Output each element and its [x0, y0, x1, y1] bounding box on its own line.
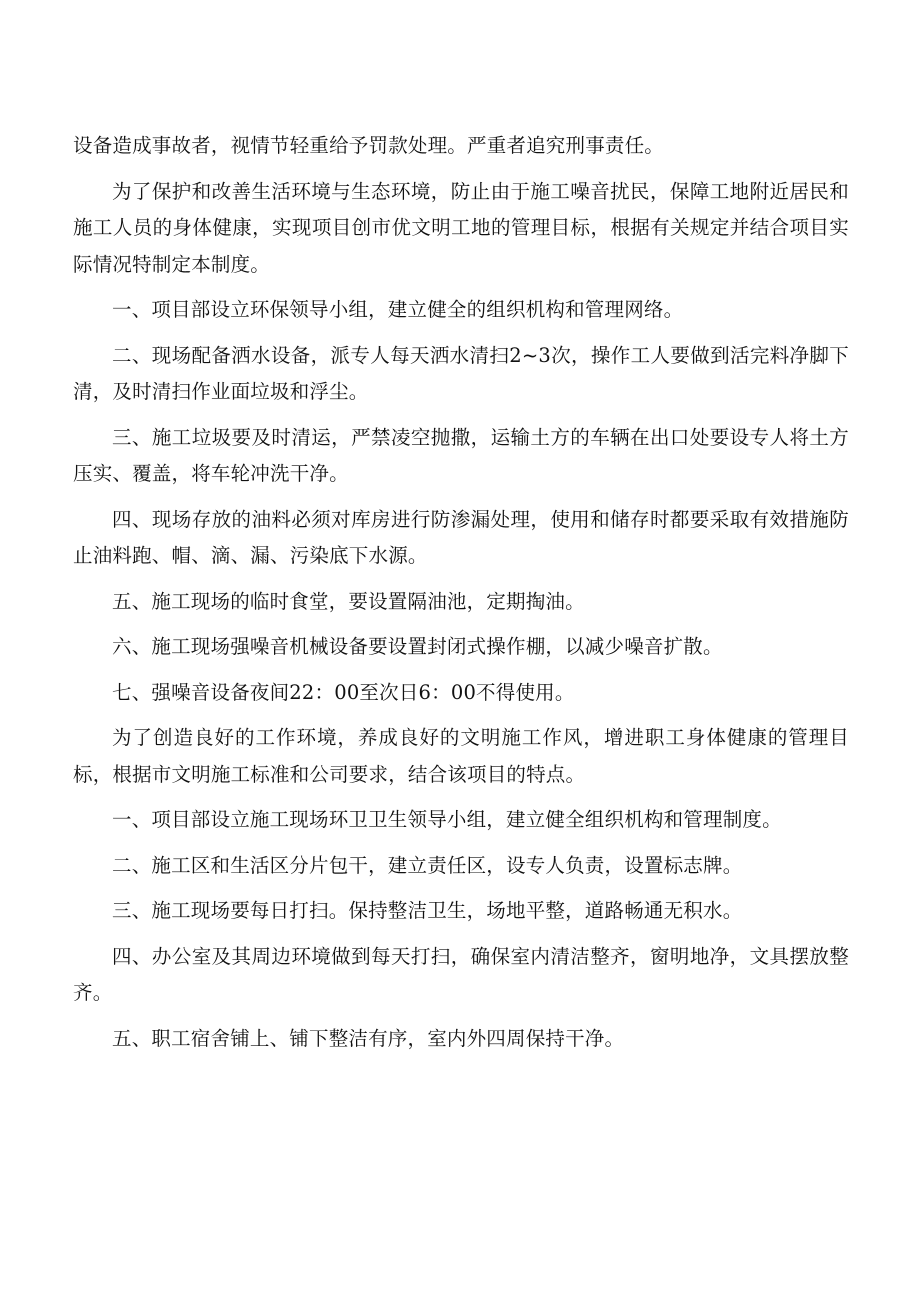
paragraph-intro-environment: 为了保护和改善生活环境与生态环境，防止由于施工噪音扰民，保障工地附近居民和施工人员的身体健康，实现项目创市优文明工地的管理目标，根据有关规定并结合项目实际情况特制定本制度。: [73, 179, 849, 276]
paragraph-gap: [73, 165, 849, 174]
paragraph-intro-sanitation: 为了创造良好的工作环境，养成良好的文明施工作风，增进职工身体健康的管理目标，根据市文明施工标准和公司要求，结合该项目的特点。: [73, 726, 849, 786]
paragraph-gap: [73, 493, 849, 502]
paragraph-sanitation-item-5: 五、职工宿舍铺上、铺下整洁有序，室内外四周保持干净。: [112, 1026, 625, 1050]
paragraph-gap: [73, 283, 849, 292]
paragraph-gap: [73, 666, 849, 675]
paragraph-gap: [73, 839, 849, 848]
paragraph-sanitation-item-4: 四、办公室及其周边环境做到每天打扫，确保室内清洁整齐，窗明地净，文具摆放整齐。: [73, 944, 849, 1004]
paragraph-item-3: 三、施工垃圾要及时清运，严禁凌空抛撒，运输土方的车辆在出口处要设专人将土方压实、覆盖，将车轮冲洗干净。: [73, 425, 849, 485]
paragraph-gap: [73, 575, 849, 584]
paragraph-sanitation-item-2: 二、施工区和生活区分片包干，建立责任区，设专人负责，设置标志牌。: [112, 853, 743, 877]
paragraph-gap: [73, 930, 849, 939]
paragraph-item-5: 五、施工现场的临时食堂，要设置隔油池，定期掏油。: [112, 589, 585, 613]
paragraph-item-6: 六、施工现场强噪音机械设备要设置封闭式操作棚，以减少噪音扩散。: [112, 635, 723, 658]
paragraph-gap: [73, 1012, 849, 1021]
paragraph-continuation: 设备造成事故者，视情节轻重给予罚款处理。严重者追究刑事责任。: [73, 134, 665, 157]
paragraph-sanitation-item-3: 三、施工现场要每日打扫。保持整洁卫生，场地平整，道路畅通无积水。: [112, 899, 743, 922]
paragraph-item-1: 一、项目部设立环保领导小组，建立健全的组织机构和管理网络。: [112, 298, 684, 321]
paragraph-gap: [73, 329, 849, 338]
paragraph-gap: [73, 620, 849, 629]
paragraph-item-7: 七、强噪音设备夜间22：00至次日6：00不得使用。: [112, 680, 575, 704]
document-page: [73, 128, 849, 1057]
paragraph-item-4: 四、现场存放的油料必须对库房进行防渗漏处理，使用和储存时都要采取有效措施防止油料跑、帽、滴、漏、污染底下水源。: [73, 507, 849, 567]
paragraph-sanitation-item-1: 一、项目部设立施工现场环卫卫生领导小组，建立健全组织机构和管理制度。: [112, 808, 782, 831]
paragraph-item-2: 二、现场配备洒水设备，派专人每天洒水清扫2~3次，操作工人要做到活完料净脚下清，及时清扫作业面垃圾和浮尘。: [73, 343, 849, 403]
paragraph-gap: [73, 793, 849, 802]
paragraph-gap: [73, 711, 849, 720]
paragraph-gap: [73, 411, 849, 420]
paragraph-gap: [73, 884, 849, 893]
